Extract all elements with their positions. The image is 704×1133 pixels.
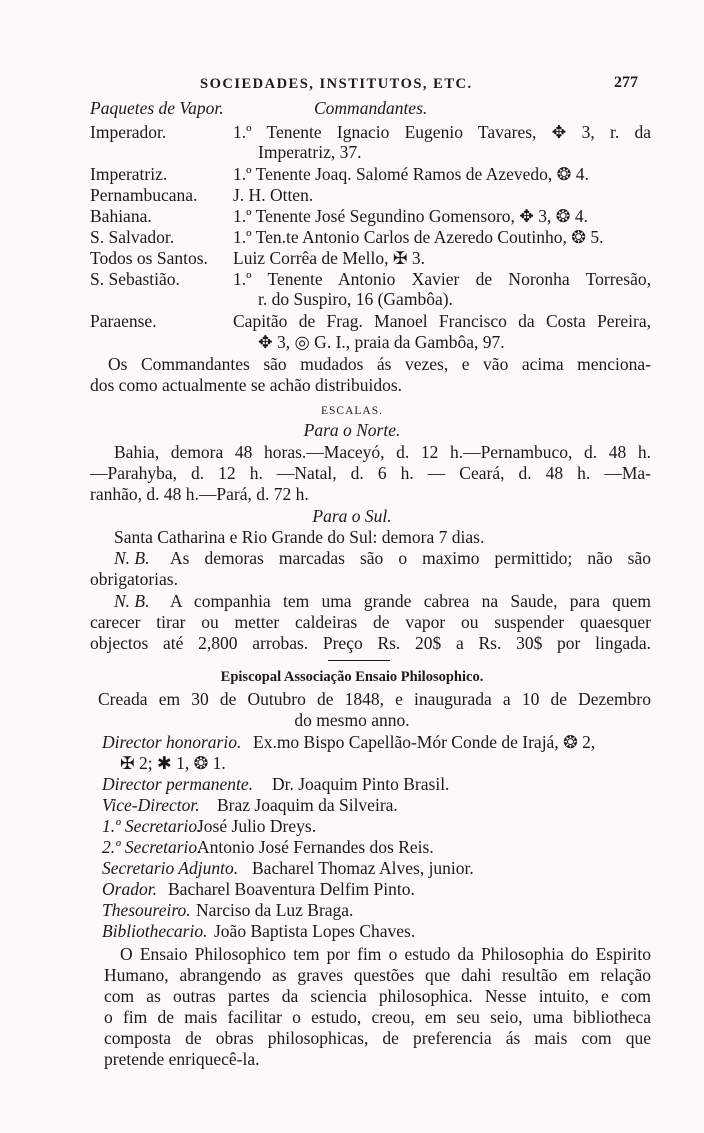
commander-name-cont: ✥ 3, ◎ G. I., praia da Gambôa, 97. <box>258 332 505 352</box>
paragraph-line: com as outras partes da sciencia philosophica. Nesse intuito, e com <box>104 986 651 1006</box>
sul-heading: Para o Sul. <box>312 506 392 526</box>
commander-name: 1.º Tenente Ignacio Eugenio Tavares, ✥ 3, r. da <box>233 122 651 142</box>
commanders-note: Os Commandantes são mudados ás vezes, e vão acima menciona- <box>108 354 651 374</box>
officer-name: Bacharel Thomaz Alves, junior. <box>252 858 474 878</box>
founding-line-cont: do mesmo anno. <box>294 710 410 730</box>
commander-name: 1.º Ten.te Antonio Carlos de Azeredo Coutinho, ❂ 5. <box>233 227 604 247</box>
commander-name: 1.º Tenente Antonio Xavier de Noronha Torresão, <box>233 269 651 289</box>
ship-name: Paraense. <box>90 311 157 331</box>
commander-name: 1.º Tenente Joaq. Salomé Ramos de Azevedo, ❂ 4. <box>233 164 589 184</box>
ship-name: Imperador. <box>90 122 167 142</box>
officer-name: Narciso da Luz Braga. <box>196 900 354 920</box>
nota-bene-label: N. B. <box>114 548 150 568</box>
nota-bene-text: A companhia tem uma grande cabrea na Saude, para quem <box>170 591 651 611</box>
ship-name: Todos os Santos. <box>90 248 208 268</box>
officer-name: Bacharel Boaventura Delfim Pinto. <box>168 879 415 899</box>
officer-decorations: ✠ 2; ✱ 1, ❂ 1. <box>120 753 226 773</box>
officer-name: Ex.mo Bispo Capellão-Mór Conde de Irajá, ❂ 2, <box>253 732 596 752</box>
paragraph-line-end: pretende enriquecê-la. <box>104 1049 260 1069</box>
officer-role: 2.º Secretario. <box>102 837 202 857</box>
paragraph-line: composta de obras philosophicas, de preferencia ás mais com que <box>104 1028 651 1048</box>
commanders-note-cont: dos como actualmente se achão distribuidos. <box>90 375 403 395</box>
officer-role: Secretario Adjunto. <box>102 858 239 878</box>
running-header-title: SOCIEDADES, INSTITUTOS, ETC. <box>200 76 473 92</box>
escalas-heading: ESCALAS. <box>321 405 383 417</box>
section-divider <box>328 660 390 661</box>
officer-role: Vice-Director. <box>102 795 200 815</box>
paragraph-line: O Ensaio Philosophico tem por fim o estudo da Philosophia do Espirito <box>120 944 651 964</box>
nota-bene-text-end: objectos até 2,800 arrobas. Preço Rs. 20$ a Rs. 30$ por lingada. <box>90 633 651 653</box>
officer-role: Thesoureiro. <box>102 900 191 920</box>
commander-name: 1.º Tenente José Segundino Gomensoro, ✥ 3, ❂ 4. <box>233 206 588 226</box>
commander-name: J. H. Otten. <box>233 185 314 205</box>
nota-bene-text-cont: carecer tirar ou metter caldeiras de vapor ou suspender quaesquer <box>90 612 651 632</box>
commander-name-cont: Imperatriz, 37. <box>258 142 362 162</box>
society-title: Episcopal Associação Ensaio Philosophico. <box>220 669 484 685</box>
commander-name: Capitão de Frag. Manoel Francisco da Costa Pereira, <box>233 311 651 331</box>
officer-role: Director honorario. <box>102 732 242 752</box>
officer-role: Orador. <box>102 879 157 899</box>
officer-name: Dr. Joaquim Pinto Brasil. <box>272 774 450 794</box>
commander-name-cont: r. do Suspiro, 16 (Gambôa). <box>258 289 453 309</box>
ship-name: Bahiana. <box>90 206 152 226</box>
ship-name: S. Sebastião. <box>90 269 180 289</box>
ship-name: Imperatriz. <box>90 164 168 184</box>
norte-route: Bahia, demora 48 horas.—Maceyó, d. 12 h.—Pernambuco, d. 48 h. <box>114 442 651 462</box>
officer-role: 1.º Secretario. <box>102 816 202 836</box>
paragraph-line: o fim de mais facilitar o estudo, creou, em seu seio, uma bibliotheca <box>104 1007 651 1027</box>
commander-name: Luiz Corrêa de Mello, ✠ 3. <box>233 248 426 268</box>
nota-bene-text-cont: obrigatorias. <box>90 569 178 589</box>
norte-route-end: ranhão, d. 48 h.—Pará, d. 72 h. <box>90 484 309 504</box>
nota-bene-text: As demoras marcadas são o maximo permittido; não são <box>170 548 651 568</box>
ships-column-heading: Paquetes de Vapor. <box>90 98 224 118</box>
sul-route: Santa Catharina e Rio Grande do Sul: demora 7 dias. <box>114 527 485 547</box>
page-number: 277 <box>614 74 638 91</box>
officer-name: João Baptista Lopes Chaves. <box>214 921 416 941</box>
paragraph-line: Humano, abrangendo as graves questões que dahi resultão em relação <box>104 965 651 985</box>
officer-name: José Julio Dreys. <box>197 816 317 836</box>
officer-name: Braz Joaquim da Silveira. <box>217 795 398 815</box>
norte-route-cont: —Parahyba, d. 12 h. —Natal, d. 6 h. — Ceará, d. 48 h. —Ma- <box>90 463 651 483</box>
officer-name: Antonio José Fernandes dos Reis. <box>197 837 434 857</box>
commanders-column-heading: Commandantes. <box>314 98 428 118</box>
founding-line: Creada em 30 de Outubro de 1848, e inaugurada a 10 de Dezembro <box>98 689 651 709</box>
ship-name: S. Salvador. <box>90 227 175 247</box>
norte-heading: Para o Norte. <box>303 420 401 440</box>
nota-bene-label: N. B. <box>114 591 150 611</box>
ship-name: Pernambucana. <box>90 185 198 205</box>
officer-role: Bibliothecario. <box>102 921 208 941</box>
officer-role: Director permanente. <box>102 774 253 794</box>
